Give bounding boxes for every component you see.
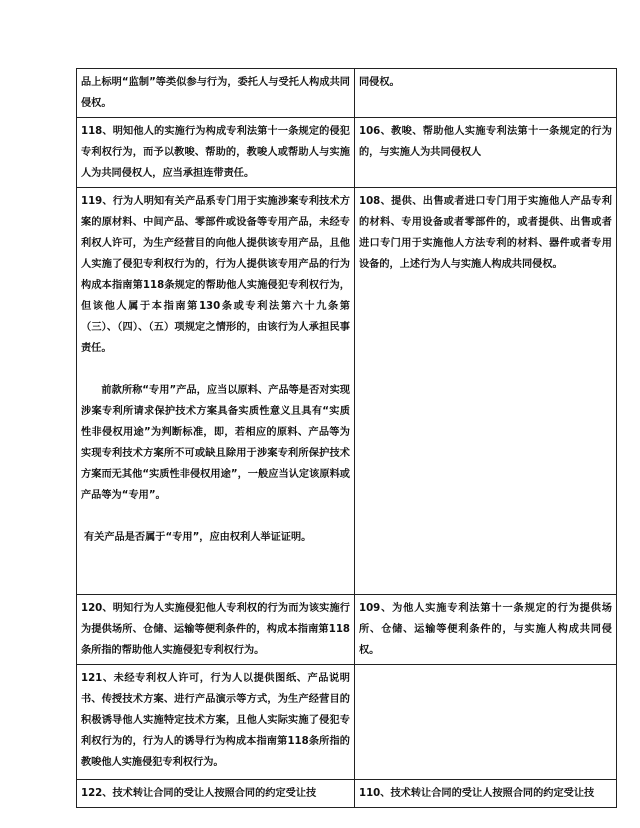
paragraph-gap bbox=[81, 359, 350, 380]
left-cell bbox=[77, 118, 355, 188]
cell-text: 121、未经专利权人许可，行为人以提供图纸、产品说明书、传授技术方案、进行产品演示等方式，为生产经营目的积极诱导他人实施特定技术方案，且他人实际实施了侵犯专利权行为的，行为人的诱导行为构成本指南第118条所指的教唆他人实施侵犯专利权行为。 bbox=[81, 673, 350, 768]
right-cell bbox=[355, 665, 617, 780]
table-row bbox=[77, 780, 617, 808]
left-cell bbox=[77, 188, 355, 595]
table-row bbox=[77, 118, 617, 188]
cell-text: 122、技术转让合同的受让人按照合同的约定受让技 bbox=[81, 788, 317, 799]
cell-text: 同侵权。 bbox=[359, 77, 400, 88]
right-cell bbox=[355, 595, 617, 665]
table-row bbox=[77, 665, 617, 780]
left-cell bbox=[77, 665, 355, 780]
left-cell bbox=[77, 595, 355, 665]
right-cell bbox=[355, 188, 617, 595]
comparison-table bbox=[76, 68, 617, 808]
cell-text: 119、行为人明知有关产品系专门用于实施涉案专利技术方案的原材料、中间产品、零部件或设备等专用产品，未经专利权人许可，为生产经营目的向他人提供该专用产品，且他人实施了侵犯专利权行为的，行为人提供该专用产品的行为构成本指南第118条规定的帮助他人实施侵犯专利权行为，但该他人属于本指南第130条或专利法第六十九条第（三）、（四）、（五）项规定之情形的，由该行为人承担民事责任。 bbox=[81, 196, 350, 354]
cell-text: 108、提供、出售或者进口专门用于实施他人产品专利的材料、专用设备或者零部件的，或者提供、出售或者进口专门用于实施他人方法专利的材料、器件或者专用设备的，上述行为人与实施人构成共同侵权。 bbox=[359, 196, 612, 270]
cell-paragraph: 有关产品是否属于“专用”，应由权利人举证证明。 bbox=[84, 532, 312, 543]
left-cell bbox=[77, 69, 355, 118]
cell-text: 106、教唆、帮助他人实施专利法第十一条规定的行为的，与实施人为共同侵权人 bbox=[359, 126, 612, 158]
right-cell bbox=[355, 780, 617, 808]
cell-text: 120、明知行为人实施侵犯他人专利权的行为而为该实施行为提供场所、仓储、运输等便利条件的，构成本指南第118条所指的帮助他人实施侵犯专利权行为。 bbox=[81, 603, 350, 656]
cell-text: 品上标明“监制”等类似参与行为，委托人与受托人构成共同侵权。 bbox=[81, 77, 350, 109]
cell-text: 118、明知他人的实施行为构成专利法第十一条规定的侵犯专利权行为，而予以教唆、帮助的，教唆人或帮助人与实施人为共同侵权人，应当承担连带责任。 bbox=[81, 126, 350, 179]
table-row bbox=[77, 188, 617, 595]
paragraph-gap bbox=[81, 506, 350, 527]
cell-text: 109、为他人实施专利法第十一条规定的行为提供场所、仓储、运输等便利条件的，与实施人构成共同侵权。 bbox=[359, 603, 612, 656]
table-row bbox=[77, 69, 617, 118]
right-cell bbox=[355, 118, 617, 188]
cell-paragraph: 前款所称“专用”产品，应当以原料、产品等是否对实现涉案专利所请求保护技术方案具备实质性意义且具有“实质性非侵权用途”为判断标准，即，若相应的原料、产品等为实现专利技术方案所不可或缺且除用于涉案专利所保护技术方案而无其他“实质性非侵权用途”，一般应当认定该原料或产品等为“专用”。 bbox=[81, 385, 350, 501]
right-cell bbox=[355, 69, 617, 118]
table-row bbox=[77, 595, 617, 665]
left-cell bbox=[77, 780, 355, 808]
cell-text: 110、技术转让合同的受让人按照合同的约定受让技 bbox=[359, 788, 595, 799]
